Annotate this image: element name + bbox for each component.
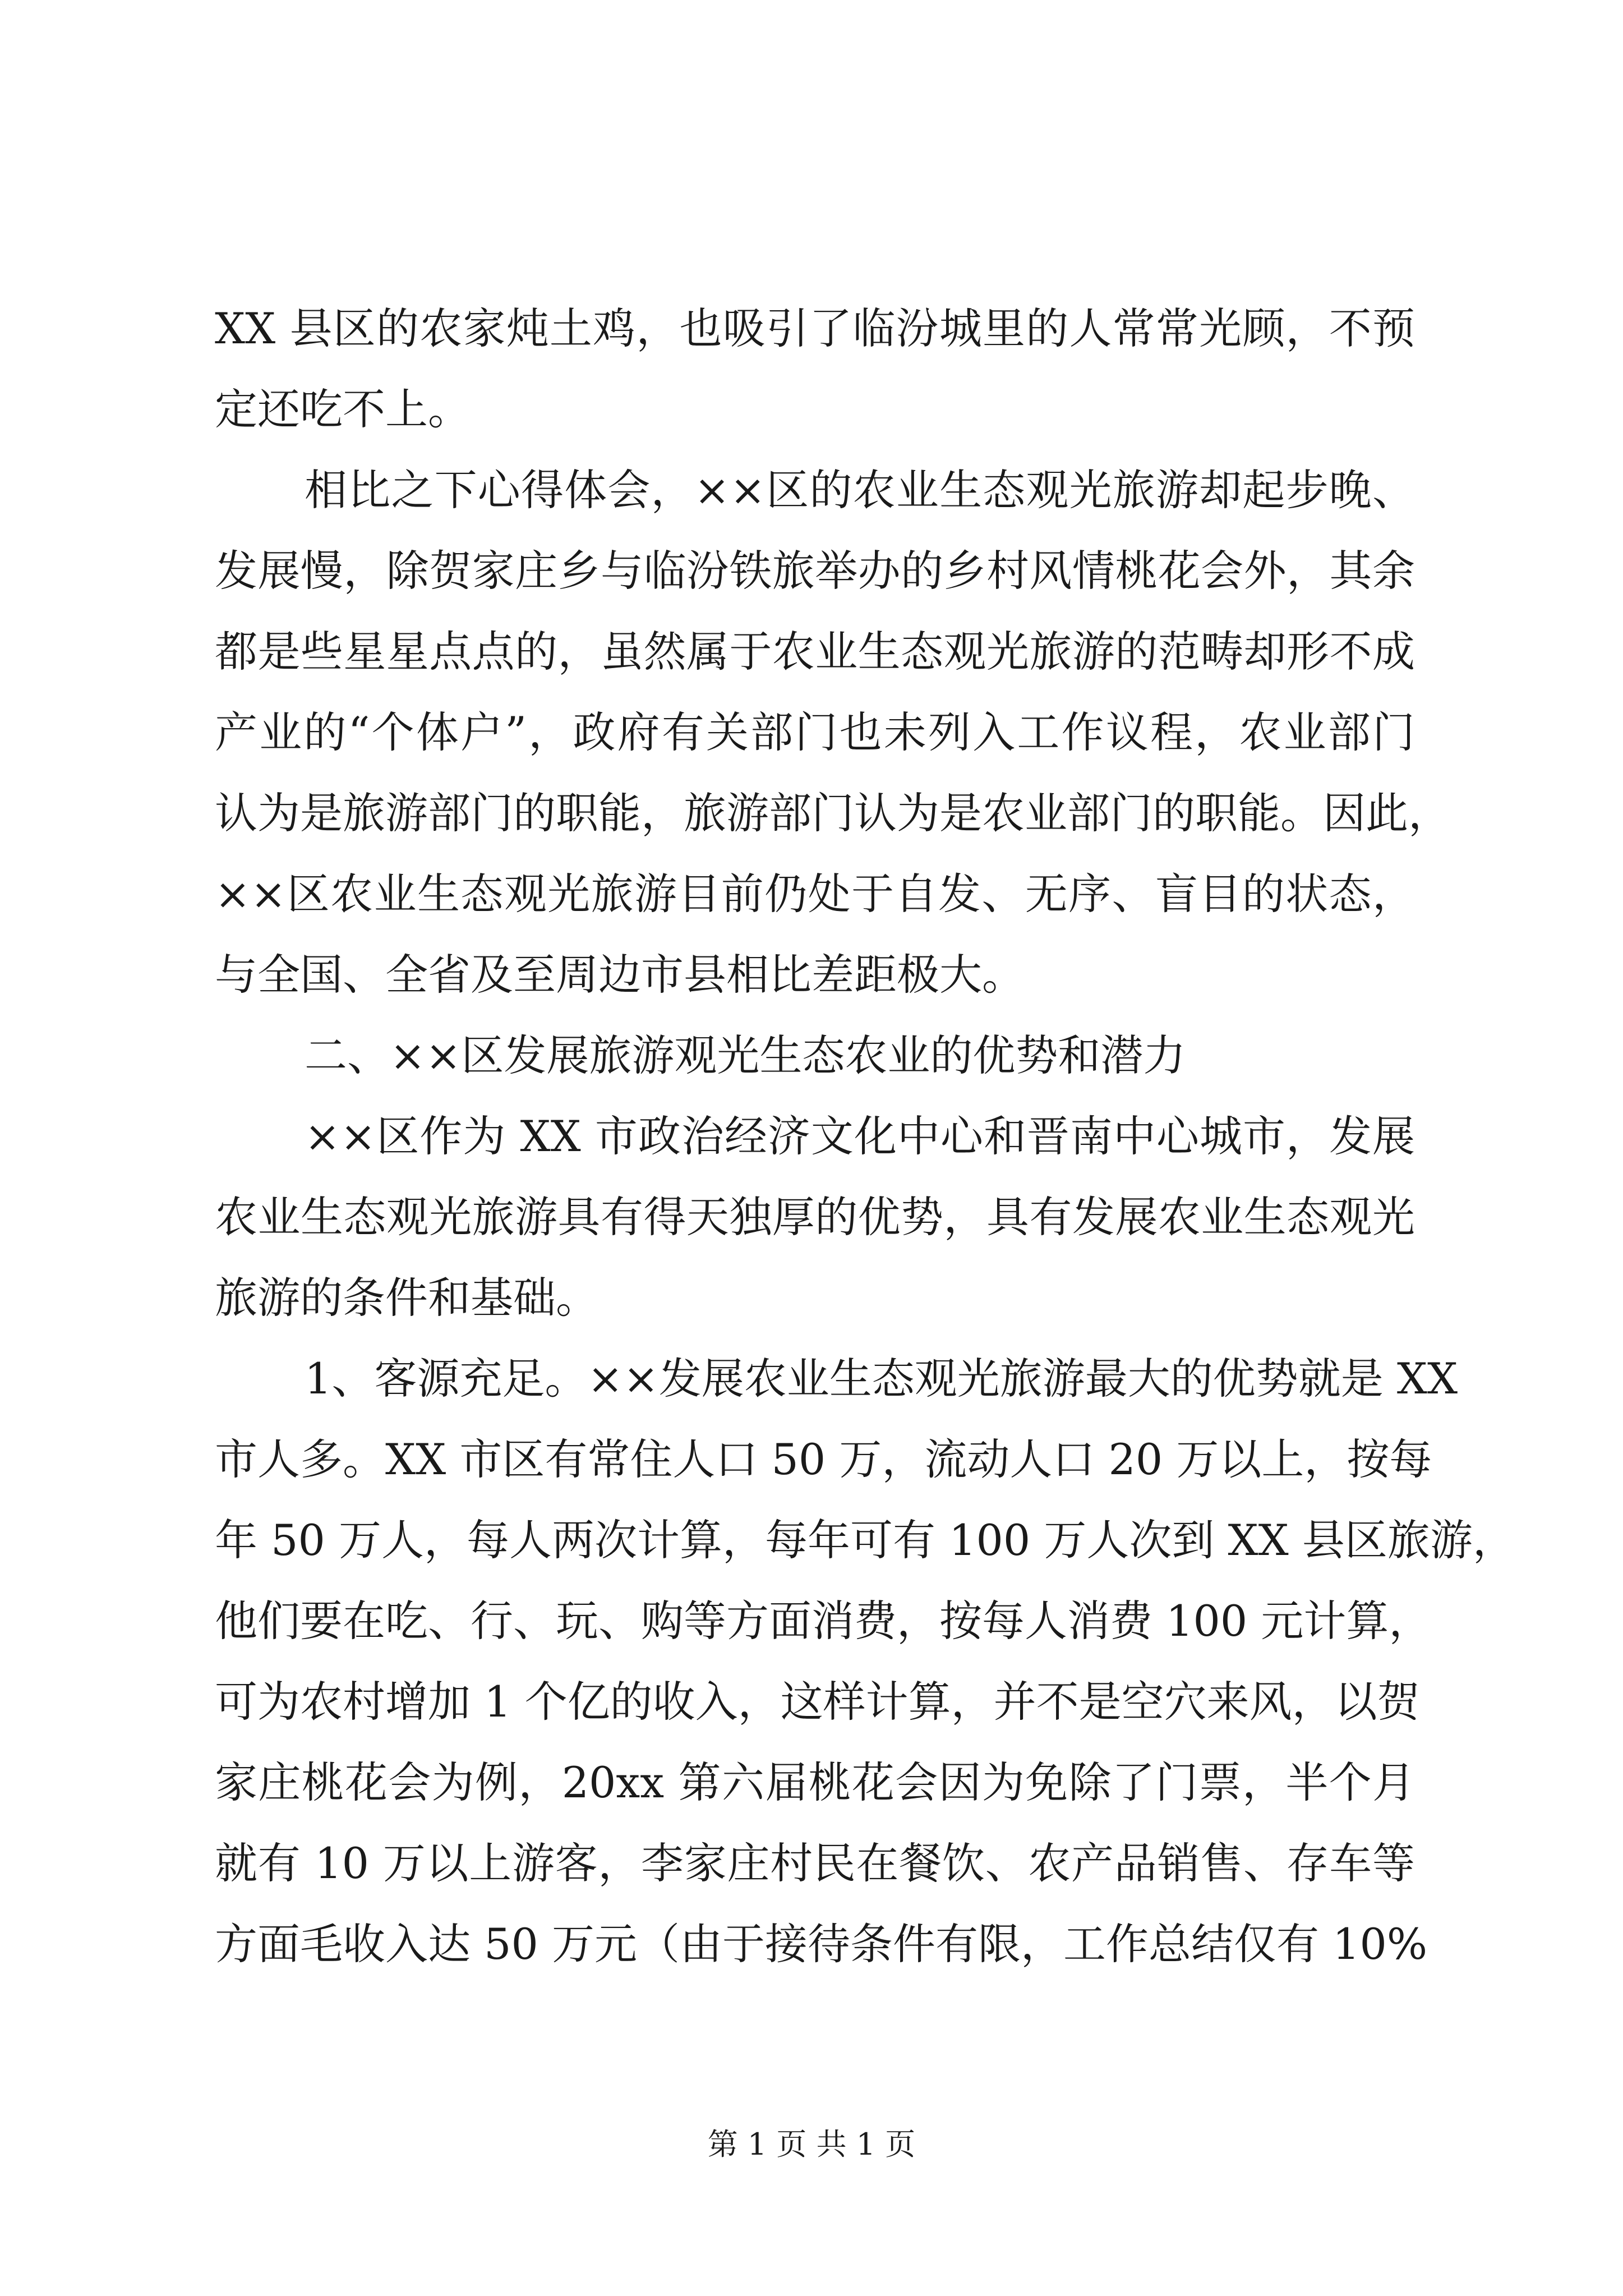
body-text-line: 可为农村增加 1 个亿的收入，这样计算，并不是空穴来风，以贺 (215, 1677, 1420, 1727)
body-text-line: 产业的“个体户”，政府有关部门也未列入工作议程，农业部门 (215, 707, 1415, 757)
body-text-line: 年 50 万人，每人两次计算，每年可有 100 万人次到 XX 县区旅游， (215, 1515, 1515, 1565)
body-text-line: 定还吃不上。 (215, 384, 471, 434)
body-text-line: 他们要在吃、行、玩、购等方面消费，按每人消费 100 元计算， (215, 1596, 1432, 1646)
page-footer: 第 1 页 共 1 页 (707, 2127, 916, 2162)
body-text-line: 家庄桃花会为例，20xx 第六届桃花会因为免除了门票，半个月 (215, 1757, 1415, 1807)
body-text-line: XX 县区的农家炖土鸡，也吸引了临汾城里的人常常光顾，不预 (215, 303, 1415, 353)
body-text-line: 相比之下心得体会，××区的农业生态观光旅游却起步晚、 (305, 465, 1415, 515)
body-text-line: 农业生态观光旅游具有得天独厚的优势，具有发展农业生态观光 (215, 1192, 1415, 1242)
body-text-line: 市人多。XX 市区有常住人口 50 万，流动人口 20 万以上，按每 (215, 1434, 1432, 1484)
body-text-line: ××区作为 XX 市政治经济文化中心和晋南中心城市，发展 (305, 1111, 1415, 1161)
body-text-line: 方面毛收入达 50 万元（由于接待条件有限，工作总结仅有 10% (215, 1919, 1428, 1969)
body-text-line: 旅游的条件和基础。 (215, 1273, 598, 1323)
body-text-line: 与全国、全省及至周边市县相比差距极大。 (215, 950, 1025, 1000)
body-text-line: 1、客源充足。××发展农业生态观光旅游最大的优势就是 XX (305, 1354, 1458, 1404)
body-text-line: 都是些星星点点的，虽然属于农业生态观光旅游的范畴却形不成 (215, 627, 1415, 677)
section-heading: 二、××区发展旅游观光生态农业的优势和潜力 (305, 1030, 1186, 1080)
body-text-line: ××区农业生态观光旅游目前仍处于自发、无序、盲目的状态， (215, 869, 1415, 919)
body-text-line: 认为是旅游部门的职能，旅游部门认为是农业部门的职能。因此， (215, 788, 1451, 838)
body-text-line: 发展慢，除贺家庄乡与临汾铁旅举办的乡村风情桃花会外，其余 (215, 546, 1415, 596)
body-text-line: 就有 10 万以上游客，李家庄村民在餐饮、农产品销售、存车等 (215, 1838, 1415, 1888)
